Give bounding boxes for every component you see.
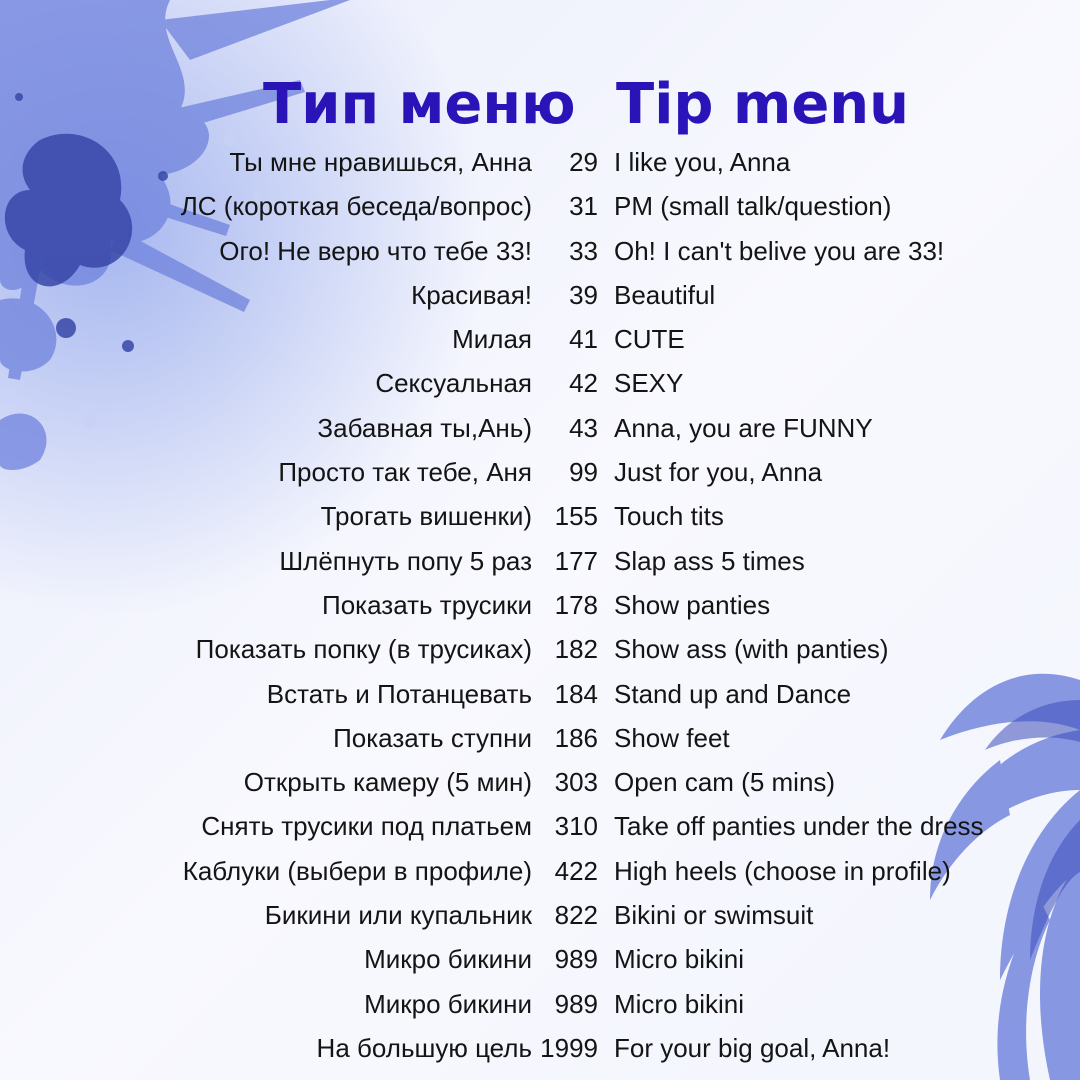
menu-row <box>0 229 1080 273</box>
menu-row <box>0 361 1080 405</box>
item-label-en: Micro bikini <box>614 988 745 1019</box>
item-label-ru: Сексуальная <box>375 368 532 399</box>
item-price: 186 <box>554 722 598 753</box>
item-price: 43 <box>569 412 598 443</box>
item-label-en: SEXY <box>614 368 684 399</box>
item-price: 31 <box>569 191 598 222</box>
item-label-ru: Показать ступни <box>333 722 532 753</box>
item-price: 989 <box>554 988 598 1019</box>
item-price: 184 <box>554 678 598 709</box>
menu-row <box>0 140 1080 184</box>
menu-row <box>0 716 1080 760</box>
item-label-en: PM (small talk/question) <box>614 191 892 222</box>
menu-row <box>0 893 1080 937</box>
menu-row <box>0 494 1080 538</box>
item-label-ru: Каблуки (выбери в профиле) <box>182 855 532 886</box>
item-price: 39 <box>569 279 598 310</box>
item-price: 99 <box>569 457 598 488</box>
item-label-en: Micro bikini <box>614 944 745 975</box>
item-price: 1999 <box>540 1032 598 1063</box>
tip-menu-list <box>0 140 1080 1070</box>
menu-title-ru: Тип меню <box>263 72 576 137</box>
item-label-en: For your big goal, Anna! <box>614 1032 891 1063</box>
item-label-ru: Просто так тебе, Аня <box>278 457 532 488</box>
item-label-ru: Встать и Потанцевать <box>266 678 532 709</box>
item-label-en: Anna, you are FUNNY <box>614 412 873 443</box>
item-label-en: High heels (choose in profile) <box>614 855 951 886</box>
item-price: 310 <box>554 811 598 842</box>
item-label-ru: Показать попку (в трусиках) <box>195 634 532 665</box>
menu-row <box>0 627 1080 671</box>
item-label-ru: Микро бикини <box>364 944 532 975</box>
item-label-en: Oh! I can't belive you are 33! <box>614 235 945 266</box>
item-label-ru: Показать трусики <box>322 589 532 620</box>
item-label-en: CUTE <box>614 324 685 355</box>
item-label-en: Open cam (5 mins) <box>614 767 836 798</box>
item-label-en: Beautiful <box>614 279 716 310</box>
item-label-en: Show panties <box>614 589 771 620</box>
item-label-ru: Милая <box>452 324 532 355</box>
item-price: 989 <box>554 944 598 975</box>
item-label-ru: ЛС (короткая беседа/вопрос) <box>180 191 532 222</box>
item-price: 822 <box>554 900 598 931</box>
item-label-en: Stand up and Dance <box>614 678 852 709</box>
item-price: 29 <box>569 147 598 177</box>
menu-row <box>0 539 1080 583</box>
item-label-ru: Бикини или купальник <box>264 900 532 931</box>
item-label-en: Take off panties under the dress <box>614 811 984 842</box>
menu-title-en: Tip menu <box>616 72 910 137</box>
menu-row <box>0 317 1080 361</box>
item-label-ru: Ты мне нравишься, Анна <box>229 147 532 177</box>
item-label-ru: Открыть камеру (5 мин) <box>243 767 532 798</box>
item-price: 303 <box>554 767 598 798</box>
menu-row <box>0 937 1080 981</box>
item-label-en: I like you, Anna <box>614 147 791 177</box>
item-price: 155 <box>554 501 598 532</box>
menu-row <box>0 804 1080 848</box>
menu-row <box>0 672 1080 716</box>
item-price: 177 <box>554 545 598 576</box>
item-price: 178 <box>554 589 598 620</box>
item-label-ru: Забавная ты,Ань) <box>317 412 532 443</box>
menu-row <box>0 849 1080 893</box>
item-label-en: Slap ass 5 times <box>614 545 805 576</box>
item-label-ru: Ого! Не верю что тебе 33! <box>219 235 532 266</box>
item-price: 41 <box>569 324 598 355</box>
item-label-en: Bikini or swimsuit <box>614 900 814 931</box>
menu-row <box>0 1026 1080 1070</box>
item-label-en: Show ass (with panties) <box>614 634 889 665</box>
menu-row <box>0 184 1080 228</box>
menu-row <box>0 583 1080 627</box>
item-label-ru: Трогать вишенки) <box>320 501 532 532</box>
item-label-en: Just for you, Anna <box>614 457 823 488</box>
item-price: 422 <box>554 855 598 886</box>
item-price: 33 <box>569 235 598 266</box>
item-label-ru: Снять трусики под платьем <box>201 811 532 842</box>
item-label-ru: Микро бикини <box>364 988 532 1019</box>
item-label-ru: Шлёпнуть попу 5 раз <box>279 545 532 576</box>
menu-row <box>0 450 1080 494</box>
item-price: 42 <box>569 368 598 399</box>
menu-row <box>0 982 1080 1026</box>
menu-row <box>0 406 1080 450</box>
item-label-ru: На большую цель <box>316 1032 532 1063</box>
item-label-en: Show feet <box>614 722 730 753</box>
menu-row <box>0 273 1080 317</box>
item-label-ru: Красивая! <box>411 279 532 310</box>
item-price: 182 <box>554 634 598 665</box>
menu-row <box>0 760 1080 804</box>
item-label-en: Touch tits <box>614 501 724 532</box>
